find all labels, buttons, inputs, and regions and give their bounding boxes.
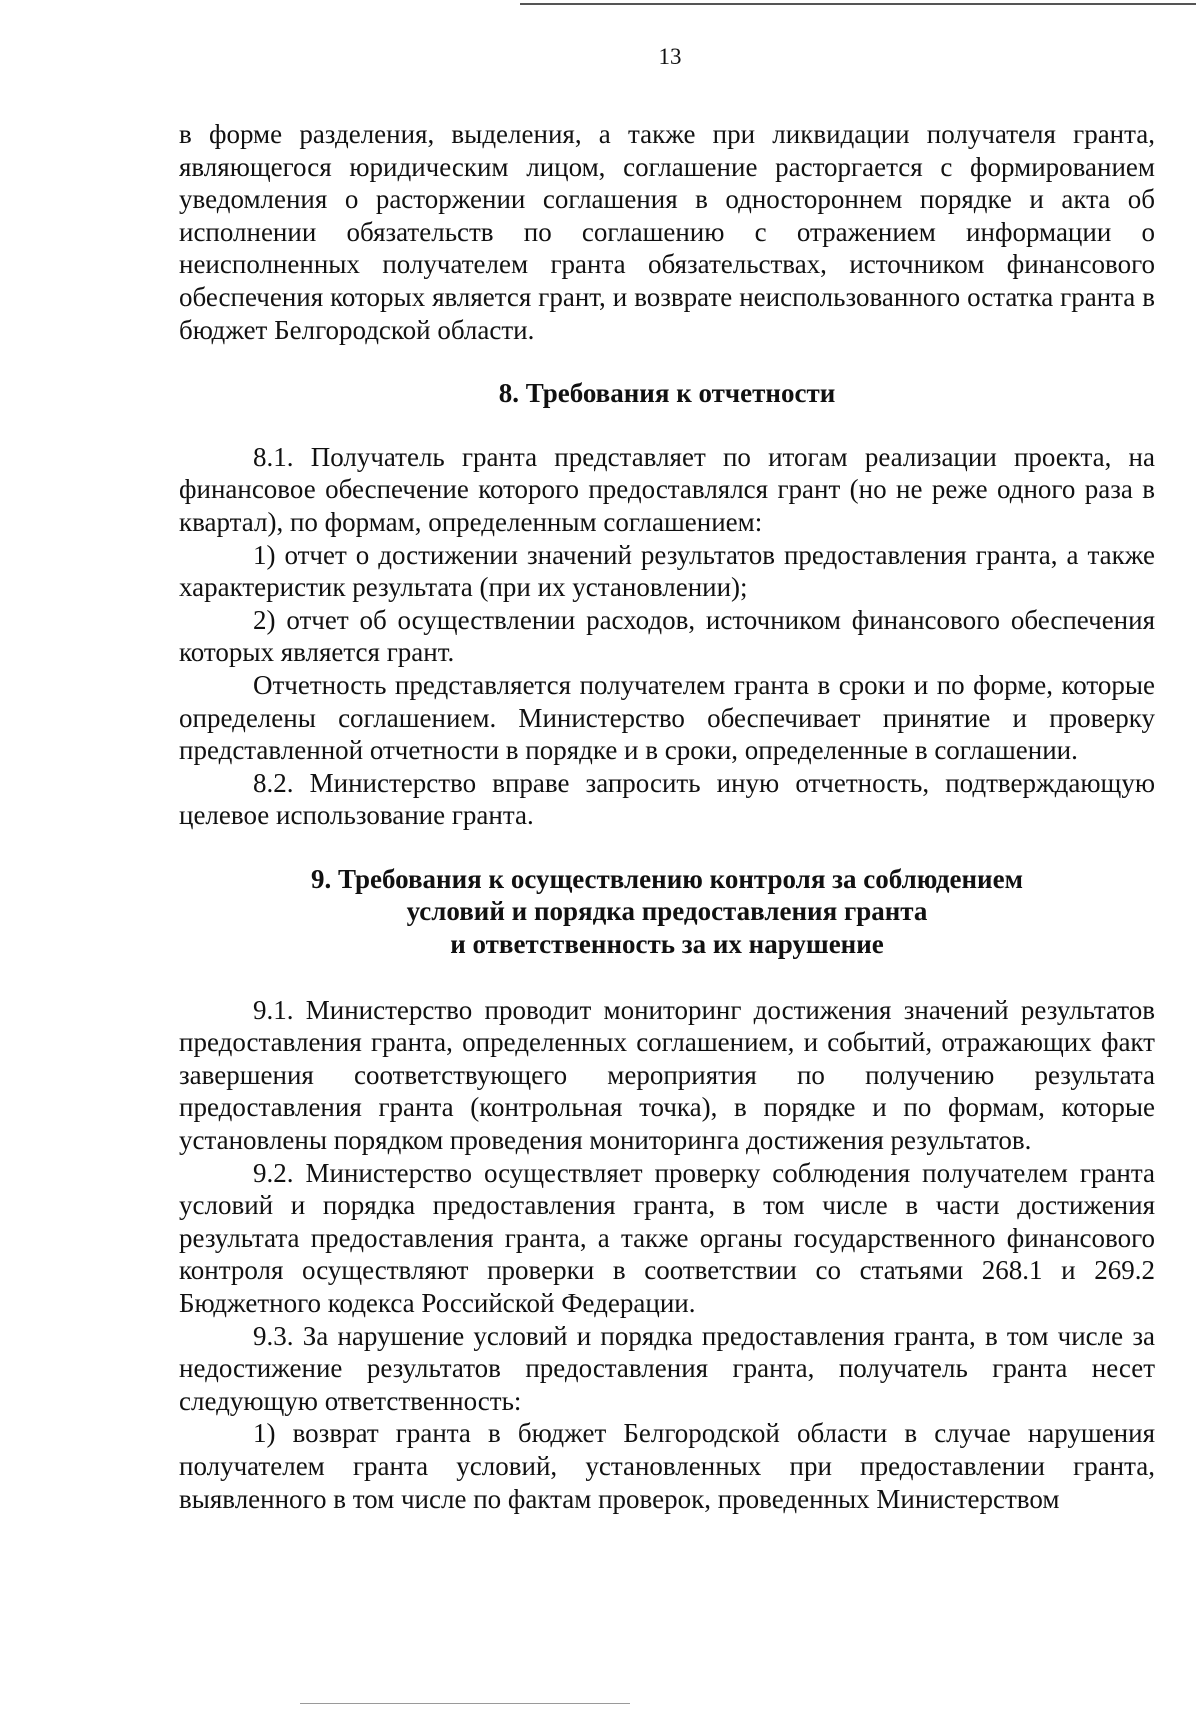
document-body [179,118,1155,1515]
paragraph-8-1-item-1: 1) отчет о достижении значений результатов предоставления гранта, а также характеристик результата (при их установлении); [179,539,1155,603]
paragraph-8-1-item-2: 2) отчет об осуществлении расходов, источником финансового обеспечения которых является грант. [179,604,1155,668]
paragraph-9-1: 9.1. Министерство проводит мониторинг достижения значений результатов предоставления гранта, определенных соглашением, и событий, отражающих факт завершения соответствующего мероприятия по получению результата предоставления гранта (контрольная точка), в порядке и по формам, которые установлены порядком проведения мониторинга достижения результатов. [179,994,1155,1156]
section-9-heading [179,863,1155,961]
bottom-scan-line [300,1703,630,1704]
paragraph-9-2: 9.2. Министерство осуществляет проверку соблюдения получателем гранта условий и порядка предоставления гранта, в том числе в части достижения результата предоставления гранта, а также органы государственного финансового контроля осуществляют проверки в соответствии со статьями 268.1 и 269.2 Бюджетного кодекса Российской Федерации. [179,1157,1155,1318]
paragraph-8-2: 8.2. Министерство вправе запросить иную отчетность, подтверждающую целевое использование гранта. [179,767,1155,831]
paragraph-9-3-item-1: 1) возврат гранта в бюджет Белгородской области в случае нарушения получателем гранта условий, установленных при предоставлении гранта, выявленного в том числе по фактам проверок, проведенных Министерством [179,1418,1155,1514]
paragraph-continuation: в форме разделения, выделения, а также при ликвидации получателя гранта, являющегося юридическим лицом, соглашение расторгается с формированием уведомления о расторжении соглашения в одностороннем порядке и акта об исполнении обязательств по соглашению с отражением информации о неисполненных получателем гранта обязательствах, источником финансового обеспечения которых является грант, и возврате неиспользованного остатка гранта в бюджет Белгородской области. [179,119,1155,345]
section-9-heading-line-2: условий и порядка предоставления гранта [406,896,928,927]
paragraph-9-3: 9.3. За нарушение условий и порядка предоставления гранта, в том числе за недостижение результатов предоставления гранта, получатель гранта несет следующую ответственность: [179,1320,1155,1416]
top-border-line [520,3,1196,5]
paragraph-8-1-reporting: Отчетность представляется получателем гранта в сроки и по форме, которые определены соглашением. Министерство обеспечивает принятие и проверку представленной отчетности в порядке и в сроки, определенные в соглашении. [179,669,1155,766]
section-9-heading-line-1: 9. Требования к осуществлению контроля за соблюдением [311,863,1023,894]
section-8-heading: 8. Требования к отчетности [498,378,836,409]
paragraph-8-1: 8.1. Получатель гранта представляет по итогам реализации проекта, на финансовое обеспечение которого предоставлялся грант (но не реже одного раза в квартал), по формам, определенным соглашением: [179,441,1155,537]
section-9-heading-line-3: и ответственность за их нарушение [450,929,884,960]
page-number: 13 [658,44,682,69]
